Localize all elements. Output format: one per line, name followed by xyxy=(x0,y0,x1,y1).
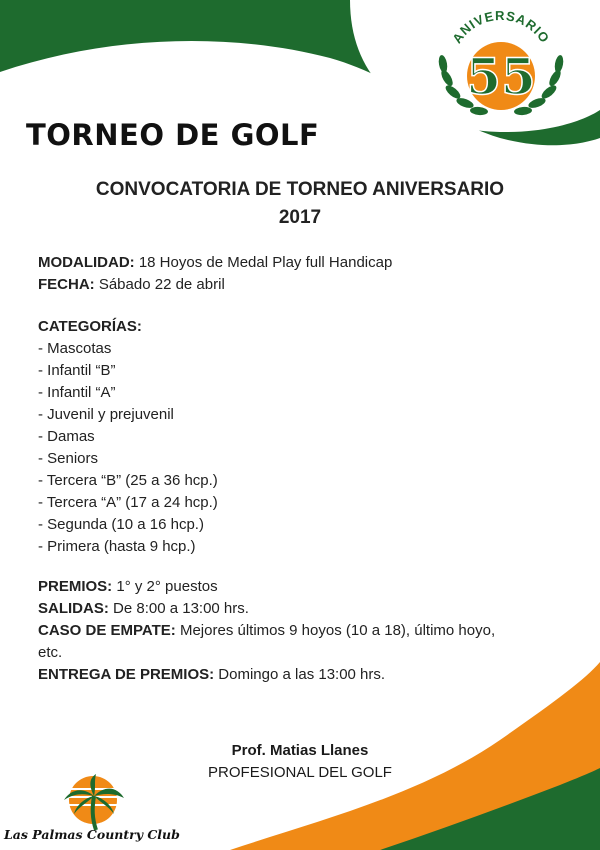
empate-label: CASO DE EMPATE: xyxy=(38,622,176,639)
list-item: - Tercera “B” (25 a 36 hcp.) xyxy=(38,472,218,489)
subtitle xyxy=(0,176,600,232)
salidas-row xyxy=(38,598,495,620)
salidas-label: SALIDAS: xyxy=(38,600,109,617)
club-name: Las Palmas Country Club xyxy=(4,827,180,842)
fecha-row xyxy=(38,274,495,296)
categorias-list xyxy=(38,338,495,558)
modalidad-row xyxy=(38,252,495,274)
empate-value: Mejores últimos 9 hoyos (10 a 18), último hoyo, xyxy=(175,622,496,639)
tournament-details xyxy=(38,252,495,686)
categorias-label: CATEGORÍAS: xyxy=(38,318,142,335)
premios-label: PREMIOS: xyxy=(38,578,113,595)
emblem-arc-text: ANIVERSARIO xyxy=(449,8,553,47)
premios-value: 1° y 2° puestos xyxy=(112,578,218,595)
signature-role: PROFESIONAL DEL GOLF xyxy=(208,764,392,781)
modalidad-value: 18 Hoyos de Medal Play full Handicap xyxy=(134,254,393,271)
list-item: - Tercera “A” (17 a 24 hcp.) xyxy=(38,494,218,511)
list-item: - Seniors xyxy=(38,450,99,467)
emblem-number: 55 xyxy=(466,47,536,106)
entrega-value: Domingo a las 13:00 hrs. xyxy=(214,666,386,683)
subtitle-line-1: CONVOCATORIA DE TORNEO ANIVERSARIO xyxy=(95,179,505,200)
svg-text:ANIVERSARIO xyxy=(449,8,553,46)
entrega-label: ENTREGA DE PREMIOS: xyxy=(38,666,215,683)
subtitle-year: 2017 xyxy=(278,207,322,228)
entrega-row xyxy=(38,664,495,686)
list-item: - Infantil “A” xyxy=(38,384,116,401)
list-item: - Mascotas xyxy=(38,340,112,357)
list-item: - Primera (hasta 9 hcp.) xyxy=(38,538,196,555)
list-item: - Damas xyxy=(38,428,95,445)
anniversary-55-emblem xyxy=(425,8,575,133)
modalidad-label: MODALIDAD: xyxy=(38,254,135,271)
signature-name: Prof. Matias Llanes xyxy=(231,742,369,759)
fecha-label: FECHA: xyxy=(38,276,95,293)
premios-row xyxy=(38,576,495,598)
empate-row xyxy=(38,620,495,642)
salidas-value: De 8:00 a 13:00 hrs. xyxy=(108,600,249,617)
empate-continuation: etc. xyxy=(38,644,63,661)
list-item: - Segunda (10 a 16 hcp.) xyxy=(38,516,204,533)
list-item: - Juvenil y prejuvenil xyxy=(38,406,174,423)
page-title: TORNEO DE GOLF xyxy=(26,118,320,152)
palm-tree-logo-icon xyxy=(58,774,128,832)
fecha-value: Sábado 22 de abril xyxy=(94,276,225,293)
list-item: - Infantil “B” xyxy=(38,362,116,379)
